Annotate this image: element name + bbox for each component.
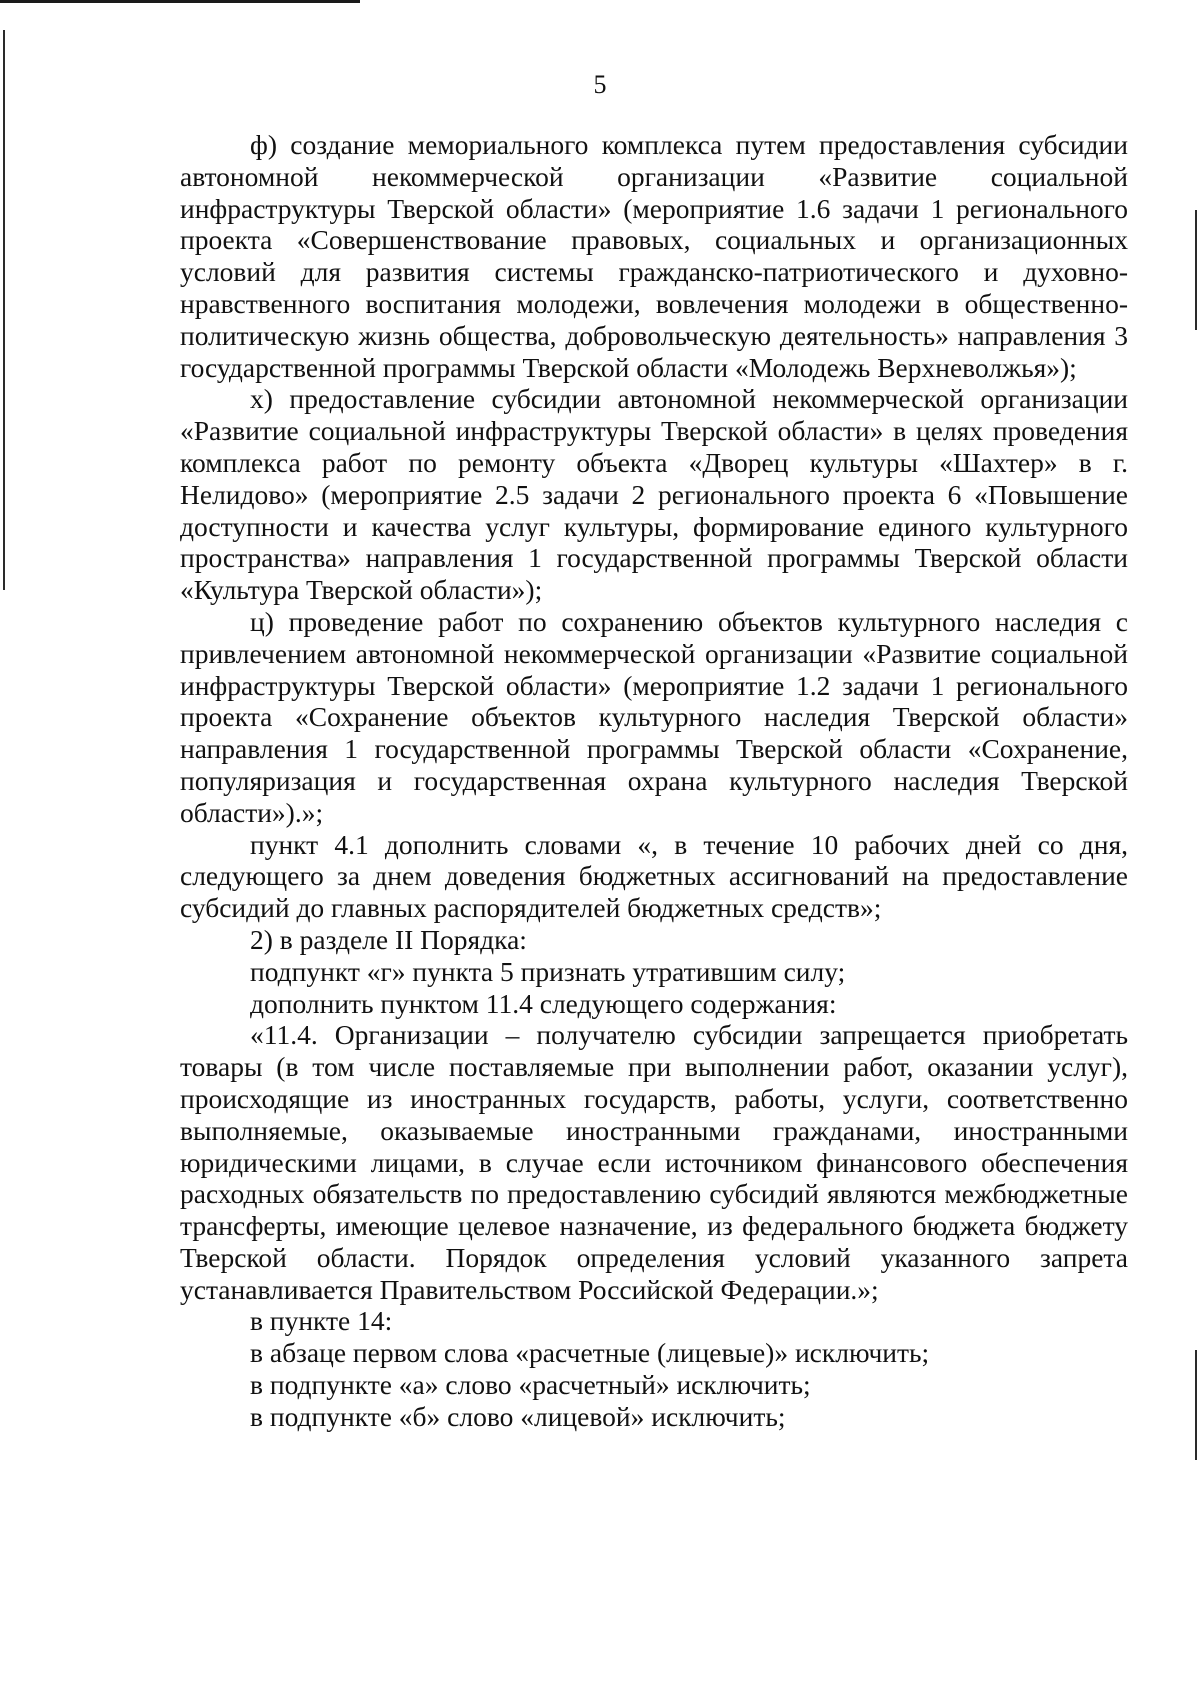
- paragraph-11-4-text: «11.4. Организации – получателю субсидии запрещается приобретать товары (в том числе поставляемые при выполнении работ, оказании услуг), происходящие из иностранных государств, работы, услуги, соответственно выполняемые, оказываемые иностранными гражданами, иностранными юридическими лицами, в случае если источником финансового обеспечения расходных обязательств по предоставлению субсидий являются межбюджетные трансферты, имеющие целевое назначение, из федерального бюджета бюджету Тверской области. Порядок определения условий указанного запрета устанавливается Правительством Российской Федерации.»;: [180, 1019, 1128, 1305]
- document-body: [180, 129, 1128, 1433]
- paragraph-subpoint-b: в подпункте «б» слово «лицевой» исключить;: [250, 1400, 786, 1432]
- page-number: 5: [593, 70, 607, 99]
- paragraph-kh: х) предоставление субсидии автономной некоммерческой организации «Развитие социальной инфраструктуры Тверской области» в целях проведения комплекса работ по ремонту объекта «Дворец культуры «Шахтер» в г. Нелидово» (мероприятие 2.5 задачи 2 регионального проекта 6 «Повышение доступности и качества услуг культуры, формирование единого культурного пространства» направления 1 государственной программы Тверской области «Культура Тверской области»);: [180, 383, 1128, 606]
- scan-artifact-right-edge-lower: [1195, 1350, 1197, 1460]
- paragraph-f: ф) создание мемориального комплекса путем предоставления субсидии автономной некоммерческой организации «Развитие социальной инфраструктуры Тверской области» (мероприятие 1.6 задачи 1 регионального проекта «Совершенствование правовых, социальных и организационных условий для развития системы гражданско-патриотического и духовно-нравственного воспитания молодежи, вовлечения молодежи в общественно-политическую жизнь общества, добровольческую деятельность» направления 3 государственной программы Тверской области «Молодежь Верхневолжья»);: [180, 129, 1128, 383]
- paragraph-first-abzats: в абзаце первом слова «расчетные (лицевые)» исключить;: [250, 1337, 930, 1369]
- scan-artifact-right-edge: [1195, 210, 1197, 330]
- paragraph-add-11-4: дополнить пунктом 11.4 следующего содержания:: [250, 987, 837, 1019]
- paragraph-point-4-1: пункт 4.1 дополнить словами «, в течение 10 рабочих дней со дня, следующего за днем доведения бюджетных ассигнований на предоставление субсидий до главных распорядителей бюджетных средств»;: [180, 828, 1128, 924]
- paragraph-point-14: в пункте 14:: [250, 1305, 393, 1337]
- paragraph-section-2: 2) в разделе II Порядка:: [250, 923, 527, 955]
- scan-artifact-left-edge: [3, 30, 5, 590]
- paragraph-subpoint-g: подпункт «г» пункта 5 признать утратившим силу;: [250, 955, 846, 987]
- paragraph-ts: ц) проведение работ по сохранению объектов культурного наследия с привлечением автономной некоммерческой организации «Развитие социальной инфраструктуры Тверской области» (мероприятие 1.2 задачи 1 регионального проекта «Сохранение объектов культурного наследия Тверской области» направления 1 государственной программы Тверской области «Сохранение, популяризация и государственная охрана культурного наследия Тверской области»).»;: [180, 605, 1128, 828]
- paragraph-subpoint-a: в подпункте «а» слово «расчетный» исключить;: [250, 1369, 811, 1401]
- scan-artifact-top-line: [0, 0, 360, 3]
